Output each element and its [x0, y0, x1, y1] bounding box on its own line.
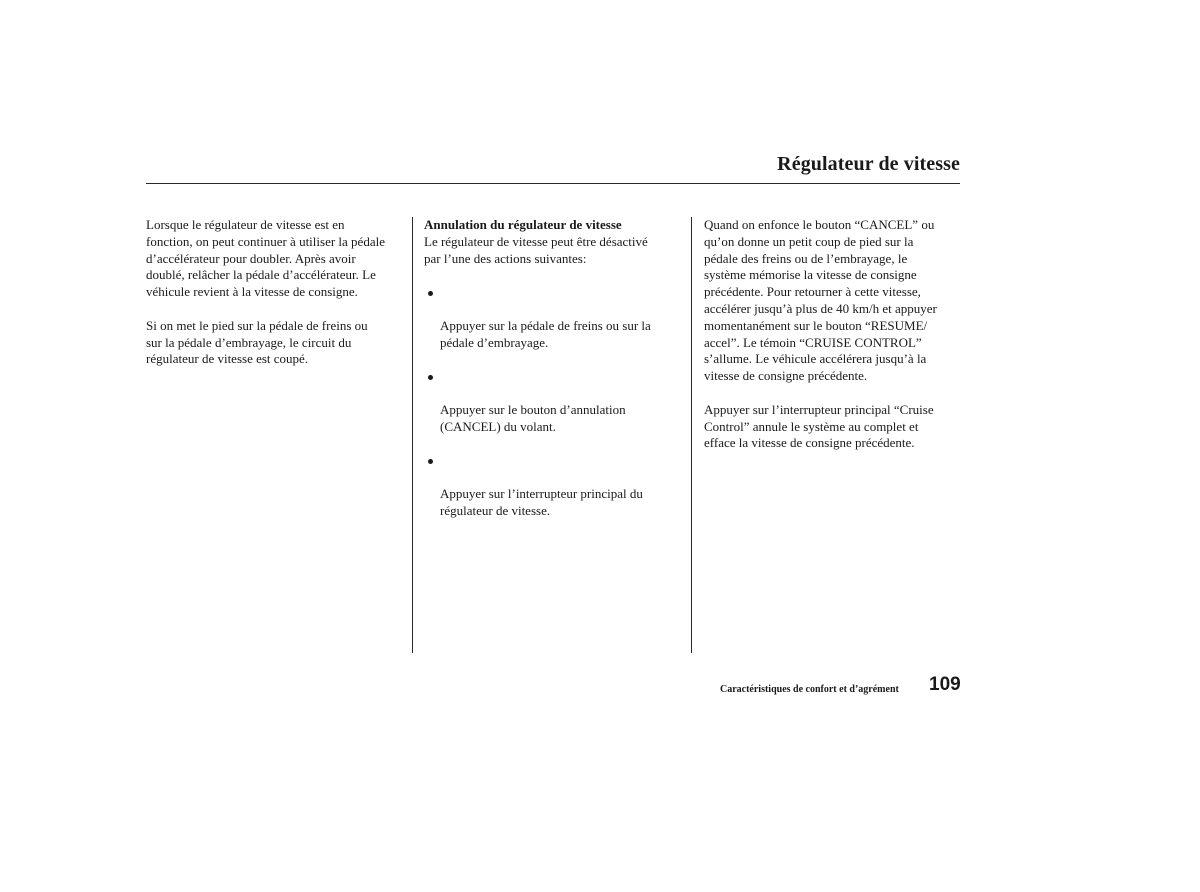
page-title: Régulateur de vitesse — [777, 153, 960, 175]
list-item — [424, 368, 676, 435]
paragraph: Appuyer sur l’interrupteur principal “Cruise Control” annule le système au complet et efface la vitesse de consigne précédente. — [704, 401, 934, 451]
bullet-icon — [428, 375, 433, 380]
column-2 — [424, 217, 676, 536]
paragraph: Lorsque le régulateur de vitesse est en fonction, on peut continuer à utiliser la pédale d’accélérateur pour doubler. Après avoir doublé, relâcher la pédale d’accélérateur. Le véhicule revient à la vitesse de consigne. — [146, 217, 385, 300]
list-item-text: Appuyer sur l’interrupteur principal du régulateur de vitesse. — [440, 485, 643, 518]
paragraph: Le régulateur de vitesse peut être désactivé par l’une des actions suivantes: — [424, 233, 648, 266]
page-number: 109 — [929, 674, 961, 695]
section-heading: Annulation du régulateur de vitesse — [424, 217, 622, 232]
paragraph: Si on met le pied sur la pédale de freins ou sur la pédale d’embrayage, le circuit du régulateur de vitesse est coupé. — [146, 317, 368, 367]
paragraph: Quand on enfonce le bouton “CANCEL” ou qu’on donne un petit coup de pied sur la pédale des freins ou de l’embrayage, le système mémorise la vitesse de consigne précédente. Pour retourner à cette vitesse, accélérer jusqu’à plus de 40 km/h et appuyer momentanément sur le bouton “RESUME/ accel”. Le témoin “CRUISE CONTROL” s’allume. Le véhicule accélérera jusqu’à la vitesse de consigne précédente. — [704, 217, 937, 384]
list-item-text: Appuyer sur la pédale de freins ou sur la pédale d’embrayage. — [440, 317, 651, 350]
list-item-text: Appuyer sur le bouton d’annulation (CANCEL) du volant. — [440, 401, 626, 434]
bullet-icon — [428, 291, 433, 296]
bullet-icon — [428, 459, 433, 464]
list-item — [424, 284, 676, 351]
bullet-list — [424, 284, 676, 519]
column-1 — [146, 217, 402, 368]
list-item — [424, 452, 676, 519]
column-divider-1 — [412, 217, 413, 653]
column-3 — [704, 217, 956, 452]
column-divider-2 — [691, 217, 692, 653]
header-rule — [146, 183, 960, 184]
footer-section-label: Caractéristiques de confort et d’agrément — [720, 684, 899, 695]
